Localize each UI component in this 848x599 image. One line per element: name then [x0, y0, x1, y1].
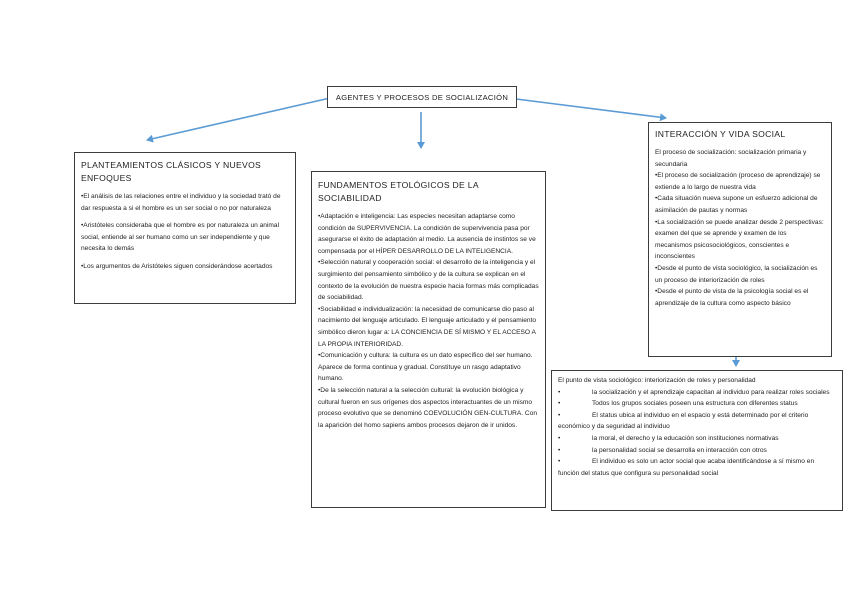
right-node: [648, 122, 832, 357]
right-paragraphs: [655, 147, 825, 309]
bullet: •: [558, 388, 561, 396]
bottom-right-content: [558, 375, 836, 479]
bullet: •: [558, 400, 561, 408]
right-paragraph: •Desde el punto de vista de la psicología social es el aprendizaje de la cultura como aspecto básico: [655, 288, 809, 307]
bottom-right-item-text: la socialización y el aprendizaje capacitan al individuo para realizar roles sociales: [592, 388, 830, 396]
left-paragraph: •Los argumentos de Aristóteles siguen considerándose acertados: [81, 262, 273, 270]
middle-paragraph: •Comunicación y cultura: la cultura es un dato específico del ser humano. Aparece de forma continua y gradual. Constituye un rasgo adaptativo humano.: [318, 352, 533, 383]
right-title: INTERACCIÓN Y VIDA SOCIAL: [655, 129, 786, 139]
middle-paragraph: •Selección natural y cooperación social: el desarrollo de la inteligencia y el surgimiento del pensamiento simbólico y de la cultura se explican en el contexto de la evolución de nuestra especie hacia formas más complicadas de sociabilidad.: [318, 259, 539, 302]
left-node: [74, 152, 296, 304]
left-paragraph: •Aristóteles consideraba que el hombre es por naturaleza un animal social, entiende al ser humano como un ser independiente y que necesita lo demás: [81, 222, 280, 253]
right-paragraph: •La socialización se puede analizar desde 2 perspectivas: examen del que se aprende y examen de los mecanismos psicosociológicos, conscientes e inconscientes: [655, 218, 824, 261]
root-node: [327, 86, 517, 108]
right-paragraph: •El proceso de socialización (proceso de aprendizaje) se extiende a lo largo de nuestra vida: [655, 172, 821, 191]
bullet: •: [558, 458, 561, 466]
bottom-right-item-text: El status ubica al individuo en el espacio y está determinado por el criterio económico y da seguridad al individuo: [558, 411, 809, 431]
middle-node: [311, 171, 546, 508]
bottom-right-item: [558, 387, 836, 399]
bottom-right-item-text: El individuo es solo un actor social que acaba identificándose a sí mismo en función del status que configura su personalidad social: [558, 458, 815, 477]
arrow-to-left-box: [147, 98, 330, 140]
bottom-right-node: [551, 370, 843, 511]
middle-paragraph: •Sociabilidad e individualización: la necesidad de comunicarse dio paso al nacimiento del lenguaje articulado. El lenguaje articulado y el pensamiento simbólico dieron lugar a: LA CONCIENCIA DE SÍ MISMO Y EL ACCESO A LA PROPIA INTERIORIDAD.: [318, 305, 537, 348]
bottom-right-item: [558, 433, 836, 445]
right-paragraph: El proceso de socialización: socialización primaria y secundaria: [655, 149, 807, 168]
middle-title: FUNDAMENTOS ETOLÓGICOS DE LA SOCIABILIDAD: [318, 180, 479, 203]
bottom-right-item: [558, 456, 836, 479]
left-paragraph: •El análisis de las relaciones entre el individuo y la sociedad trató de dar respuesta a si el hombre es un ser social o no por naturaleza: [81, 193, 281, 212]
right-paragraph: •Desde el punto de vista sociológico, la socialización es un proceso de interiorización de roles: [655, 264, 818, 284]
middle-paragraph: •De la selección natural a la selección cultural: la evolución biológica y cultural fueron en sus orígenes dos aspectos interactuantes de un mismo proceso evolutivo que se denominó COEVOLUCIÓN GEN-CULTURA. Con la aparición del homo sapiens ambos procesos dejaron de ir unidos.: [318, 386, 538, 429]
middle-paragraphs: [318, 211, 539, 431]
left-paragraphs: [81, 191, 289, 273]
bottom-right-item: [558, 410, 836, 433]
root-title: AGENTES Y PROCESOS DE SOCIALIZACIÓN: [335, 93, 509, 102]
bottom-right-item-text: la moral, el derecho y la educación son instituciones normativas: [592, 434, 779, 442]
bottom-right-item: [558, 398, 836, 410]
bullet: •: [558, 434, 561, 442]
middle-paragraph: •Adaptación e inteligencia: Las especies necesitan adaptarse como condición de SUPERVIVENCIA. La condición de supervivencia pasa por asegurarse el éxito de adaptación al medio. La ausencia de instintos se ve compensada por el HÍPER DESARROLLO DE LA INTELIGENCIA.: [318, 213, 536, 255]
bottom-right-item-text: la personalidad social se desarrolla en interacción con otros: [592, 446, 767, 454]
right-paragraph: •Cada situación nueva supone un esfuerzo adicional de asimilación de pautas y normas: [655, 195, 818, 214]
bottom-right-intro: El punto de vista sociológico: interiorización de roles y personalidad: [558, 377, 756, 384]
bullet: •: [558, 411, 561, 419]
bottom-right-item-text: Todos los grupos sociales poseen una estructura con diferentes status: [592, 400, 798, 408]
bullet: •: [558, 446, 561, 454]
arrow-to-right-box: [516, 99, 666, 118]
left-title: PLANTEAMIENTOS CLÁSICOS Y NUEVOS ENFOQUES: [81, 160, 262, 183]
bottom-right-item: [558, 445, 836, 457]
